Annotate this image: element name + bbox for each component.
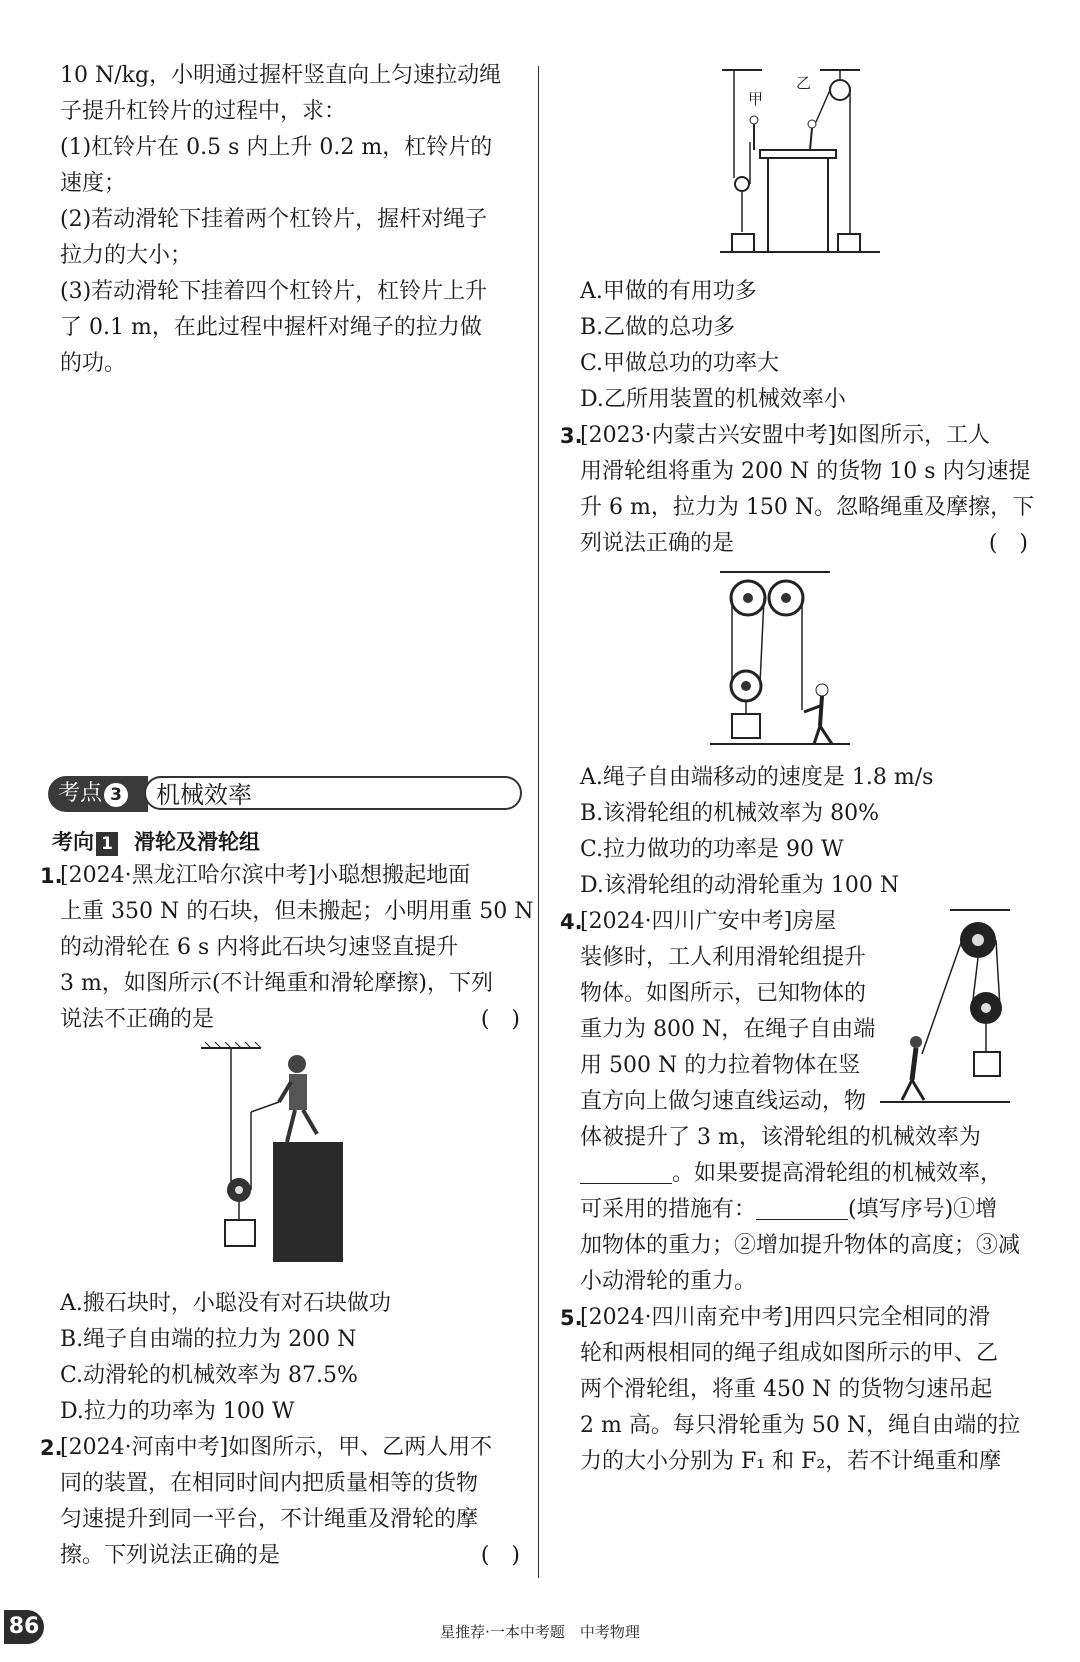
- answer-blank[interactable]: [580, 1161, 672, 1184]
- pulley-figure-2: [720, 62, 900, 270]
- question-text: 上重 350 N 的石块，但未搬起；小明用重 50 N: [60, 899, 534, 924]
- left-top-line: (1)杠铃片在 0.5 s 内上升 0.2 m，杠铃片的: [60, 135, 493, 160]
- question-text: 用滑轮组将重为 200 N 的货物 10 s 内匀速提: [580, 459, 1031, 484]
- option-b: B.该滑轮组的机械效率为 80%: [580, 801, 880, 826]
- question-text: 可采用的措施有：: [580, 1197, 757, 1222]
- option-b: B.绳子自由端的拉力为 200 N: [60, 1327, 357, 1352]
- question-3: [560, 418, 1035, 562]
- question-number: 2.: [40, 1436, 63, 1460]
- left-top-line: 了 0.1 m，在此过程中握杆对绳子的拉力做: [60, 315, 482, 340]
- question-text: 升 6 m，拉力为 150 N。忽略绳重及摩擦，下: [580, 495, 1035, 520]
- right-column: [560, 62, 1035, 1480]
- question-text: [2024·四川广安中考]房屋: [580, 909, 837, 934]
- subsection-header: [52, 824, 260, 860]
- question-text: 重力为 800 N，在绳子自由端: [580, 1017, 876, 1042]
- section-number: 3: [104, 783, 128, 807]
- question-text: 小动滑轮的重力。: [580, 1269, 757, 1294]
- question-text: 匀速提升到同一平台，不计绳重及滑轮的摩: [60, 1507, 479, 1532]
- question-text: [2024·黑龙江哈尔滨中考]小聪想搬起地面: [60, 863, 471, 888]
- option-a: A.甲做的有用功多: [580, 279, 757, 304]
- question-4: [560, 904, 1030, 1300]
- question-text: 用 500 N 的力拉着物体在竖: [580, 1053, 861, 1078]
- question-text: 装修时，工人利用滑轮组提升: [580, 945, 867, 970]
- section-title: 机械效率: [144, 776, 522, 810]
- option-c: C.动滑轮的机械效率为 87.5%: [60, 1363, 358, 1388]
- question-text: 直方向上做匀速直线运动，物: [580, 1089, 867, 1114]
- question-text: [2023·内蒙古兴安盟中考]如图所示，工人: [580, 423, 991, 448]
- question-text: 加物体的重力；②增加提升物体的高度；③减: [580, 1233, 1021, 1258]
- question-5: [560, 1300, 1030, 1480]
- subsection-tag: 考向: [52, 830, 94, 854]
- left-top-line: 子提升杠铃片的过程中，求：: [60, 99, 347, 124]
- question-number: 3.: [560, 424, 583, 448]
- left-top-line: (2)若动滑轮下挂着两个杠铃片，握杆对绳子: [60, 207, 488, 232]
- question-text: 。如果要提高滑轮组的机械效率，: [672, 1161, 1003, 1186]
- question-text: [2024·河南中考]如图所示，甲、乙两人用不: [60, 1435, 493, 1460]
- left-top-line: 速度；: [60, 171, 127, 196]
- option-a: A.搬石块时，小聪没有对石块做功: [60, 1291, 391, 1316]
- subsection-number: 1: [96, 832, 118, 856]
- option-c: C.甲做总功的功率大: [580, 351, 780, 376]
- question-text: 2 m 高。每只滑轮重为 50 N，绳自由端的拉: [580, 1413, 1021, 1438]
- question-text: 说法不正确的是: [60, 1007, 215, 1032]
- question-number: 4.: [560, 910, 583, 934]
- left-top-line: 的功。: [60, 351, 127, 376]
- section-tag: 考点 3: [48, 776, 148, 812]
- pulley-figure-4: [880, 904, 1020, 1118]
- page-number: 86: [4, 1610, 44, 1644]
- question-text: 同的装置，在相同时间内把质量相等的货物: [60, 1471, 479, 1496]
- section-header: [48, 776, 524, 814]
- pulley-figure-1: [201, 1042, 381, 1282]
- option-d: D.该滑轮组的动滑轮重为 100 N: [580, 873, 900, 898]
- answer-paren: ( ): [480, 1543, 520, 1568]
- question-text: 擦。下列说法正确的是: [60, 1543, 281, 1568]
- column-divider: [538, 66, 539, 1578]
- question-text: (填写序号)①增: [848, 1197, 998, 1222]
- pulley-figure-3: [710, 566, 860, 756]
- label-yi: 乙: [796, 74, 812, 92]
- question-number: 5.: [560, 1306, 583, 1330]
- left-top-line: 拉力的大小；: [60, 243, 193, 268]
- question-text: 列说法正确的是: [580, 531, 735, 556]
- left-top-line: (3)若动滑轮下挂着四个杠铃片，杠铃片上升: [60, 279, 488, 304]
- option-a: A.绳子自由端移动的速度是 1.8 m/s: [580, 765, 934, 790]
- option-d: D.乙所用装置的机械效率小: [580, 387, 846, 412]
- option-d: D.拉力的功率为 100 W: [60, 1399, 295, 1424]
- page-footer: 星推荐·一本中考题 中考物理: [440, 1623, 640, 1641]
- option-c: C.拉力做功的功率是 90 W: [580, 837, 844, 862]
- answer-paren: ( ): [988, 531, 1028, 556]
- answer-blank[interactable]: [756, 1197, 848, 1220]
- question-text: 3 m，如图所示(不计绳重和滑轮摩擦)，下列: [60, 971, 494, 996]
- option-b: B.乙做的总功多: [580, 315, 736, 340]
- answer-paren: ( ): [480, 1007, 520, 1032]
- question-text: 力的大小分别为 F₁ 和 F₂，若不计绳重和摩: [580, 1449, 1002, 1474]
- question-text: 轮和两根相同的绳子组成如图所示的甲、乙: [580, 1341, 999, 1366]
- subsection-title: 滑轮及滑轮组: [134, 830, 260, 854]
- question-text: 物体。如图所示，已知物体的: [580, 981, 867, 1006]
- question-text: 两个滑轮组，将重 450 N 的货物匀速吊起: [580, 1377, 993, 1402]
- question-text: 的动滑轮在 6 s 内将此石块匀速竖直提升: [60, 935, 459, 960]
- question-text: [2024·四川南充中考]用四只完全相同的滑: [580, 1305, 991, 1330]
- label-jia: 甲: [748, 90, 764, 108]
- question-1: [40, 858, 534, 1574]
- question-number: 1.: [40, 864, 63, 888]
- question-text: 体被提升了 3 m，该滑轮组的机械效率为: [580, 1125, 981, 1150]
- left-top-line: 10 N/kg，小明通过握杆竖直向上匀速拉动绳: [60, 63, 502, 88]
- left-column: [60, 58, 522, 382]
